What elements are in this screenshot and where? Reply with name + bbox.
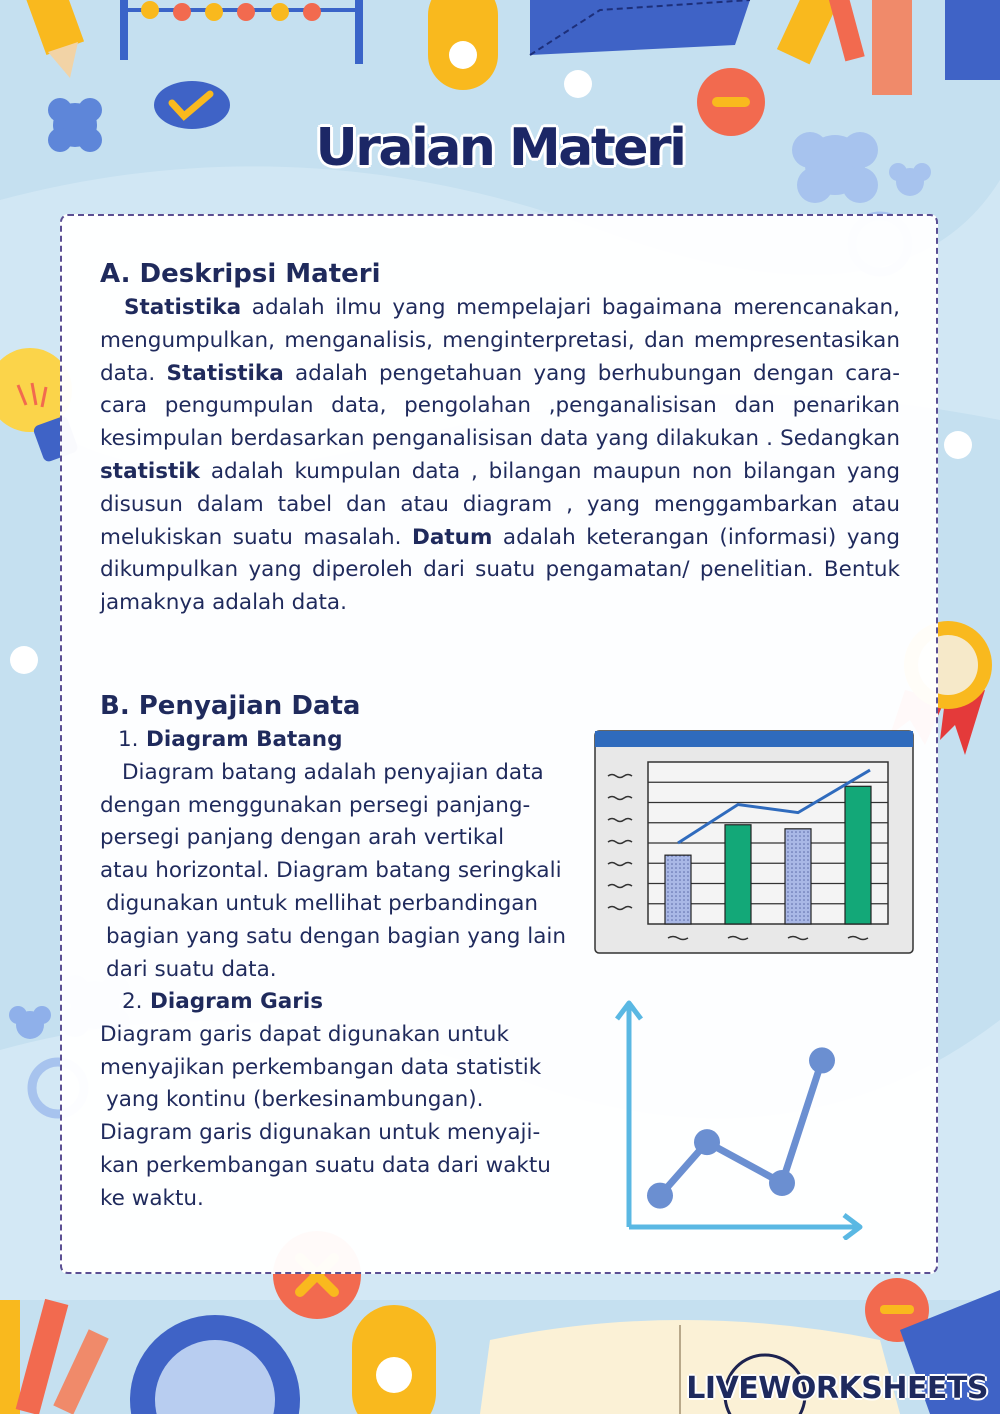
- diagram-garis-text: [100, 1019, 590, 1216]
- diagram-batang-line: dengan menggunakan persegi panjang-: [100, 792, 531, 818]
- bar-chart-bar: [665, 855, 691, 924]
- bold-term: statistik: [100, 458, 200, 484]
- bar-chart-illustration: [594, 730, 916, 956]
- diagram-batang-line: persegi panjang dengan arah vertikal: [100, 825, 505, 851]
- bar-chart-bar: [785, 829, 811, 924]
- diagram-batang-heading: [100, 724, 590, 757]
- line-chart-point: [769, 1170, 795, 1196]
- line-chart-point: [647, 1183, 673, 1209]
- bold-term: Datum: [412, 524, 493, 550]
- paragraph-text: adalah ilmu yang mempelajari bagaimana merencanakan, mengumpulkan, menganalisis, menginterpretasi, dan mempresentasikan data.: [100, 295, 900, 386]
- bar-chart-bar: [845, 786, 871, 924]
- line-chart-point: [694, 1129, 720, 1155]
- diagram-garis-heading: [100, 986, 590, 1019]
- diagram-garis-line: yang kontinu (berkesinambungan).: [106, 1087, 484, 1113]
- section-a-paragraph: [100, 292, 900, 620]
- bar-chart-bar: [725, 825, 751, 924]
- paragraph-text: adalah keterangan (informasi) yang dikumpulkan yang diperoleh dari suatu pengamatan/ penelitian. Bentuk jamaknya adalah data.: [100, 524, 900, 616]
- diagram-batang-title: Diagram Batang: [146, 727, 343, 752]
- diagram-garis-line: ke waktu.: [100, 1185, 204, 1211]
- liveworksheets-watermark: LIVEWORKSHEETS: [686, 1371, 988, 1406]
- diagram-garis-line: menyajikan perkembangan data statistik: [100, 1054, 542, 1080]
- section-b-heading: B. Penyajian Data: [100, 691, 361, 721]
- line-chart-illustration: [612, 995, 872, 1240]
- diagram-batang-number: 1.: [118, 727, 139, 752]
- subsection-diagram-garis: [100, 986, 590, 1216]
- bold-term: Statistika: [124, 295, 242, 320]
- page-title: Uraian Materi: [315, 118, 685, 178]
- line-chart-point: [809, 1047, 835, 1073]
- bold-term: Statistika: [166, 360, 284, 386]
- section-a-heading: A. Deskripsi Materi: [100, 259, 381, 289]
- diagram-garis-title: Diagram Garis: [150, 989, 324, 1014]
- paragraph-text: adalah kumpulan data , bilangan maupun non bilangan yang disusun dalam tabel dan atau diagram , yang menggambarkan atau melukiskan suatu masalah.: [100, 458, 900, 550]
- section-deskripsi-materi: [100, 256, 900, 620]
- diagram-garis-line: Diagram garis dapat digunakan untuk: [100, 1021, 509, 1047]
- book-icon: [945, 0, 1000, 80]
- diagram-batang-line: Diagram batang adalah penyajian data: [122, 759, 544, 785]
- diagram-garis-line: kan perkembangan suatu data dari waktu: [100, 1152, 551, 1178]
- diagram-garis-number: 2.: [122, 989, 143, 1014]
- diagram-garis-line: Diagram garis digunakan untuk menyaji-: [100, 1120, 541, 1146]
- ruler-icon: [872, 0, 912, 95]
- diagram-batang-line: atau horizontal. Diagram batang seringkali: [100, 858, 562, 884]
- paragraph-text: adalah pengetahuan yang berhubungan dengan cara-cara pengumpulan data, pengolahan ,penganalisisan dan penarikan kesimpulan berdasarkan penganalisisan data yang dilakukan . Sedangkan: [100, 360, 900, 452]
- diagram-batang-line: bagian yang satu dengan bagian yang lain: [106, 923, 566, 949]
- line-chart-series: [660, 1060, 822, 1195]
- section-penyajian-data: [100, 688, 900, 724]
- compass-icon: [428, 0, 498, 90]
- diagram-batang-text: [100, 757, 590, 987]
- diagram-batang-line: digunakan untuk mellihat perbandingan: [106, 890, 539, 916]
- diagram-batang-line: dari suatu data.: [106, 956, 277, 982]
- subsection-diagram-batang: [100, 724, 590, 986]
